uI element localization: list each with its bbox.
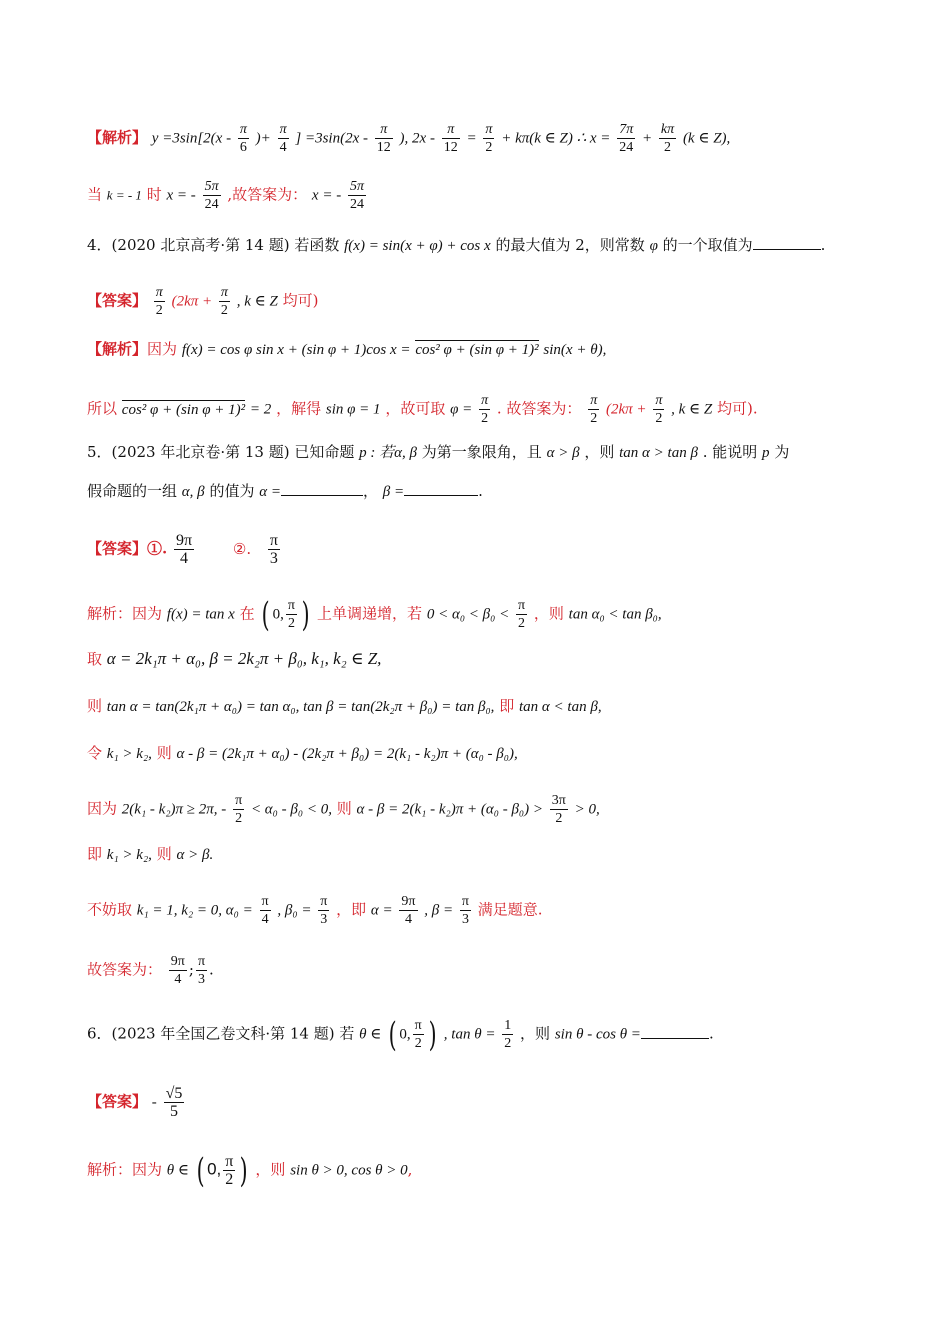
answer-tag: 【答案】 (87, 291, 148, 310)
fraction (653, 392, 664, 427)
math: < α₀ - β₀ < 0, (250, 801, 332, 818)
math: , k ∈ Z (671, 401, 713, 418)
math: tan α > tan β (619, 445, 698, 461)
text: 均可) (282, 291, 319, 310)
numerator: 3π (551, 793, 566, 808)
denominator: 12 (376, 140, 391, 155)
fraction (164, 1085, 185, 1120)
text: 故答案为： (87, 960, 163, 979)
math: φ = (450, 401, 473, 418)
answer-4 (87, 284, 870, 319)
text: 在 (239, 604, 255, 623)
denominator: 2 (590, 411, 598, 426)
math: sin φ = 1 (325, 401, 381, 418)
text: ②. (232, 539, 252, 558)
text: 解析：因为 (87, 604, 163, 623)
math: , k ∈ Z (236, 293, 278, 310)
text: ，则 (584, 443, 615, 461)
answer-6 (87, 1085, 870, 1120)
numerator: 9π (401, 894, 416, 909)
text: 的一个取值为 (662, 236, 753, 254)
text: 即 (499, 697, 515, 715)
text: 取 (87, 650, 103, 668)
text: 则 (156, 845, 172, 863)
denominator: 2 (287, 616, 295, 631)
denominator: 4 (261, 912, 269, 927)
math: α = (259, 484, 281, 500)
denominator: 2 (481, 411, 489, 426)
left-paren: ( (262, 594, 271, 635)
math: > 0, (574, 801, 600, 818)
solution-5-line-3 (87, 695, 870, 718)
numerator: 9π (170, 954, 185, 969)
text: ，则 (520, 1024, 551, 1043)
numerator: π (235, 793, 243, 808)
math: tan α < tan β, (519, 699, 602, 715)
fraction (348, 178, 366, 213)
fraction (203, 178, 221, 213)
denominator: 4 (174, 972, 182, 987)
math: p : 若 (359, 445, 395, 461)
text: 令 (87, 744, 103, 762)
math: + kπ(k ∈ Z) ∴ x = (501, 130, 611, 147)
fraction (617, 121, 635, 156)
fraction (286, 597, 297, 632)
numerator: π (442, 121, 460, 139)
text: 假命题的一组 (87, 482, 178, 500)
solution-5-line-5 (87, 792, 870, 827)
text: 当 (87, 185, 103, 204)
solution-4-line-1 (87, 338, 870, 361)
numerator: π (279, 122, 287, 137)
text: ，即 (336, 900, 367, 919)
denominator: 3 (269, 550, 278, 567)
numerator: π (414, 1018, 422, 1033)
numerator: π (220, 285, 228, 300)
math: α - β = 2(k₁ - k₂)π + (α₀ - β₀) > (356, 801, 543, 818)
denominator: 2 (655, 411, 663, 426)
math: θ ∈ (166, 1162, 190, 1179)
math: α, β (181, 484, 205, 500)
fraction (550, 792, 568, 827)
fraction (399, 893, 417, 928)
math: (k ∈ Z), (682, 130, 731, 147)
text: ，解得 (276, 399, 322, 418)
numerator: √5 (165, 1085, 183, 1102)
text: 则 (87, 697, 103, 715)
fraction (483, 121, 494, 156)
solution-tag: 【解析】 (87, 128, 148, 147)
numerator: kπ (660, 122, 675, 137)
numerator: π (461, 894, 469, 909)
fraction (413, 1017, 424, 1052)
question-4 (87, 234, 870, 257)
denominator: 12 (443, 140, 458, 155)
text: 不妨取 (87, 900, 133, 919)
text: 均可). (717, 399, 758, 418)
math: sin θ > 0, cos θ > 0 (290, 1162, 408, 1179)
solution-5-line-6 (87, 843, 870, 866)
solution-6 (87, 1150, 870, 1191)
text: ， (362, 482, 378, 500)
math: ), 2x - (399, 130, 435, 147)
solution-5-line-4 (87, 742, 870, 765)
numerator: π (518, 598, 526, 613)
math: f(x) = tan x (166, 606, 235, 623)
text: 因为 (147, 340, 178, 358)
fraction (174, 532, 194, 567)
denominator: 3 (461, 912, 469, 927)
answer-blank-beta (404, 481, 478, 496)
question-5-line-2 (87, 480, 870, 503)
numerator: π (239, 122, 247, 137)
math: α > β (546, 445, 580, 461)
math: k₁ > k₂, (106, 847, 152, 863)
square-root: cos² φ + (sin φ + 1)² (121, 401, 246, 418)
denominator: 2 (225, 1171, 234, 1188)
text: 则 (156, 744, 172, 762)
question-6 (87, 1014, 870, 1055)
math: α = 2k₁π + α₀, β = 2k₂π + β₀, k₁, k₂ ∈ Z, (106, 649, 382, 668)
fraction (238, 121, 249, 156)
math: (2kπ + (171, 293, 213, 310)
math: α - β = (2k₁π + α₀) - (2k₂π + β₀) = 2(k₁ - k₂)π + (α₀ - β₀), (176, 746, 518, 762)
text: 为 (774, 443, 790, 461)
text: . (209, 960, 214, 979)
math: 0, (207, 1159, 222, 1179)
numerator: π (155, 285, 163, 300)
text: 满足题意. (477, 900, 543, 919)
denominator: 5 (169, 1103, 178, 1120)
numerator: π (590, 393, 598, 408)
answer-tag: 【答案】 (87, 1092, 148, 1111)
text: . 能说明 (702, 443, 758, 461)
math: β = (382, 484, 405, 500)
text: ，则 (255, 1160, 286, 1179)
denominator: 3 (197, 972, 205, 987)
numerator: 5π (349, 179, 364, 194)
math: , tan θ = (443, 1026, 496, 1043)
denominator: 2 (555, 811, 563, 826)
fraction (659, 121, 676, 156)
text: 时 (146, 185, 162, 204)
fraction (318, 893, 329, 928)
math: θ ∈ (359, 1026, 382, 1043)
left-paren: ( (196, 1150, 205, 1191)
fraction (502, 1017, 513, 1052)
math: k₁ > k₂, (106, 746, 152, 762)
answer-blank-alpha (281, 481, 363, 496)
denominator: 2 (414, 1036, 422, 1051)
math: α > β. (176, 847, 214, 863)
math: (2kπ + (606, 401, 647, 418)
fraction (460, 893, 471, 928)
math: 0, (272, 606, 284, 623)
denominator: 4 (404, 912, 412, 927)
numerator: π (269, 532, 278, 549)
solution-4-line-2 (87, 392, 870, 427)
math: + (642, 130, 653, 147)
denominator: 4 (180, 550, 189, 567)
text: 5．(2023 年北京卷·第 13 题) 已知命题 (87, 443, 355, 461)
text: 则 (336, 799, 352, 818)
text: 的值为 (209, 482, 255, 500)
fraction (260, 893, 271, 928)
denominator: 2 (664, 140, 672, 155)
math: , β₀ = (277, 902, 312, 919)
answer-blank (753, 235, 821, 250)
math: , β = (424, 902, 454, 919)
fraction (588, 392, 599, 427)
text: 所以 (87, 399, 118, 418)
math: φ (649, 238, 658, 254)
square-root: cos² φ + (sin φ + 1)² (415, 342, 539, 358)
fraction (154, 284, 165, 319)
numerator: π (320, 894, 328, 909)
text: . (708, 1024, 714, 1043)
fraction (233, 792, 244, 827)
numerator: π (481, 393, 489, 408)
denominator: 2 (518, 616, 526, 631)
math: ] =3sin(2x - (295, 130, 368, 147)
numerator: 7π (619, 122, 634, 137)
numerator: π (375, 121, 393, 139)
solution-5-line-7 (87, 893, 870, 928)
math: 2(k₁ - k₂)π ≥ 2π, - (121, 801, 227, 818)
math: = 2 (249, 401, 272, 418)
text: ,故答案为： (227, 185, 308, 204)
text: 为第一象限角，且 (421, 443, 542, 461)
solution-5-line-2 (87, 648, 870, 670)
right-paren: ) (301, 594, 310, 635)
left-paren: ( (388, 1014, 397, 1055)
fraction (375, 121, 393, 156)
text: 即 (87, 845, 103, 863)
numerator: π (225, 1153, 234, 1170)
denominator: 6 (239, 140, 247, 155)
denominator: 2 (155, 303, 163, 318)
text: 4．(2020 北京高考·第 14 题) 若函数 (87, 236, 340, 254)
math: 0, (399, 1026, 411, 1043)
denominator: 2 (235, 811, 243, 826)
math: tan α = tan(2k₁π + α₀) = tan α₀, tan β = tan(2k₂π + β₀) = tan β₀, (106, 699, 495, 715)
denominator: 4 (279, 140, 287, 155)
fraction (278, 121, 289, 156)
math: x = - (166, 187, 196, 204)
math: k₁ = 1, k₂ = 0, α₀ = (136, 902, 253, 919)
math: α = (370, 902, 393, 919)
fraction (219, 284, 230, 319)
math: - (151, 1094, 157, 1111)
fraction (268, 532, 280, 567)
math: y =3sin[2(x - (151, 130, 232, 147)
text: ; (188, 960, 194, 979)
numerator: π (485, 122, 493, 137)
text: ，故可取 (385, 399, 446, 418)
fraction (196, 953, 207, 988)
text: , (407, 1160, 413, 1179)
denominator: 24 (619, 140, 634, 155)
math: p (762, 445, 770, 461)
denominator: 3 (320, 912, 328, 927)
math: = (466, 130, 477, 147)
denominator: 2 (485, 140, 493, 155)
math: tan α₀ < tan β₀, (568, 606, 662, 623)
answer-tag: 【答案】①. (87, 539, 168, 558)
question-5-line-1 (87, 441, 870, 464)
math: k = - 1 (106, 187, 142, 203)
math: f(x) = cos φ sin x + (sin φ + 1)cos x = (181, 342, 411, 358)
solution-line-2 (87, 178, 870, 213)
math: sin(x + θ), (543, 342, 607, 358)
math: x = - (311, 187, 342, 204)
fraction (479, 392, 490, 427)
text: . (478, 482, 483, 500)
numerator: 1 (504, 1018, 512, 1033)
math: )+ (255, 130, 271, 147)
text: 因为 (87, 799, 118, 818)
answer-blank (641, 1024, 709, 1039)
text: 解析：因为 (87, 1160, 163, 1179)
text: 6．(2023 年全国乙卷文科·第 14 题) 若 (87, 1024, 355, 1043)
math: 0 < α₀ < β₀ < (426, 606, 510, 623)
text: 上单调递增，若 (317, 604, 423, 623)
fraction (516, 597, 527, 632)
numerator: π (655, 393, 663, 408)
fraction (442, 121, 460, 156)
denominator: 2 (220, 303, 228, 318)
numerator: 9π (176, 532, 193, 549)
solution-line-1 (87, 121, 870, 156)
denominator: 2 (504, 1036, 512, 1051)
solution-tag: 【解析】 (87, 340, 148, 358)
text: . (820, 236, 826, 254)
fraction (223, 1153, 235, 1188)
math: sin θ - cos θ = (554, 1026, 641, 1043)
math: α, β (394, 445, 417, 461)
right-paren: ) (239, 1150, 248, 1191)
math: f(x) = sin(x + φ) + cos x (344, 238, 491, 254)
right-paren: ) (428, 1014, 437, 1055)
fraction (169, 953, 187, 988)
solution-5-line-1 (87, 594, 870, 635)
numerator: π (261, 894, 269, 909)
numerator: π (287, 598, 295, 613)
solution-5-line-8 (87, 953, 870, 988)
text: . 故答案为： (496, 399, 582, 418)
numerator: π (197, 954, 206, 969)
numerator: 5π (204, 179, 219, 194)
answer-5 (87, 532, 870, 567)
text: 的最大值为 2，则常数 (495, 236, 645, 254)
denominator: 24 (349, 197, 364, 212)
denominator: 24 (204, 197, 219, 212)
text: ，则 (533, 604, 564, 623)
